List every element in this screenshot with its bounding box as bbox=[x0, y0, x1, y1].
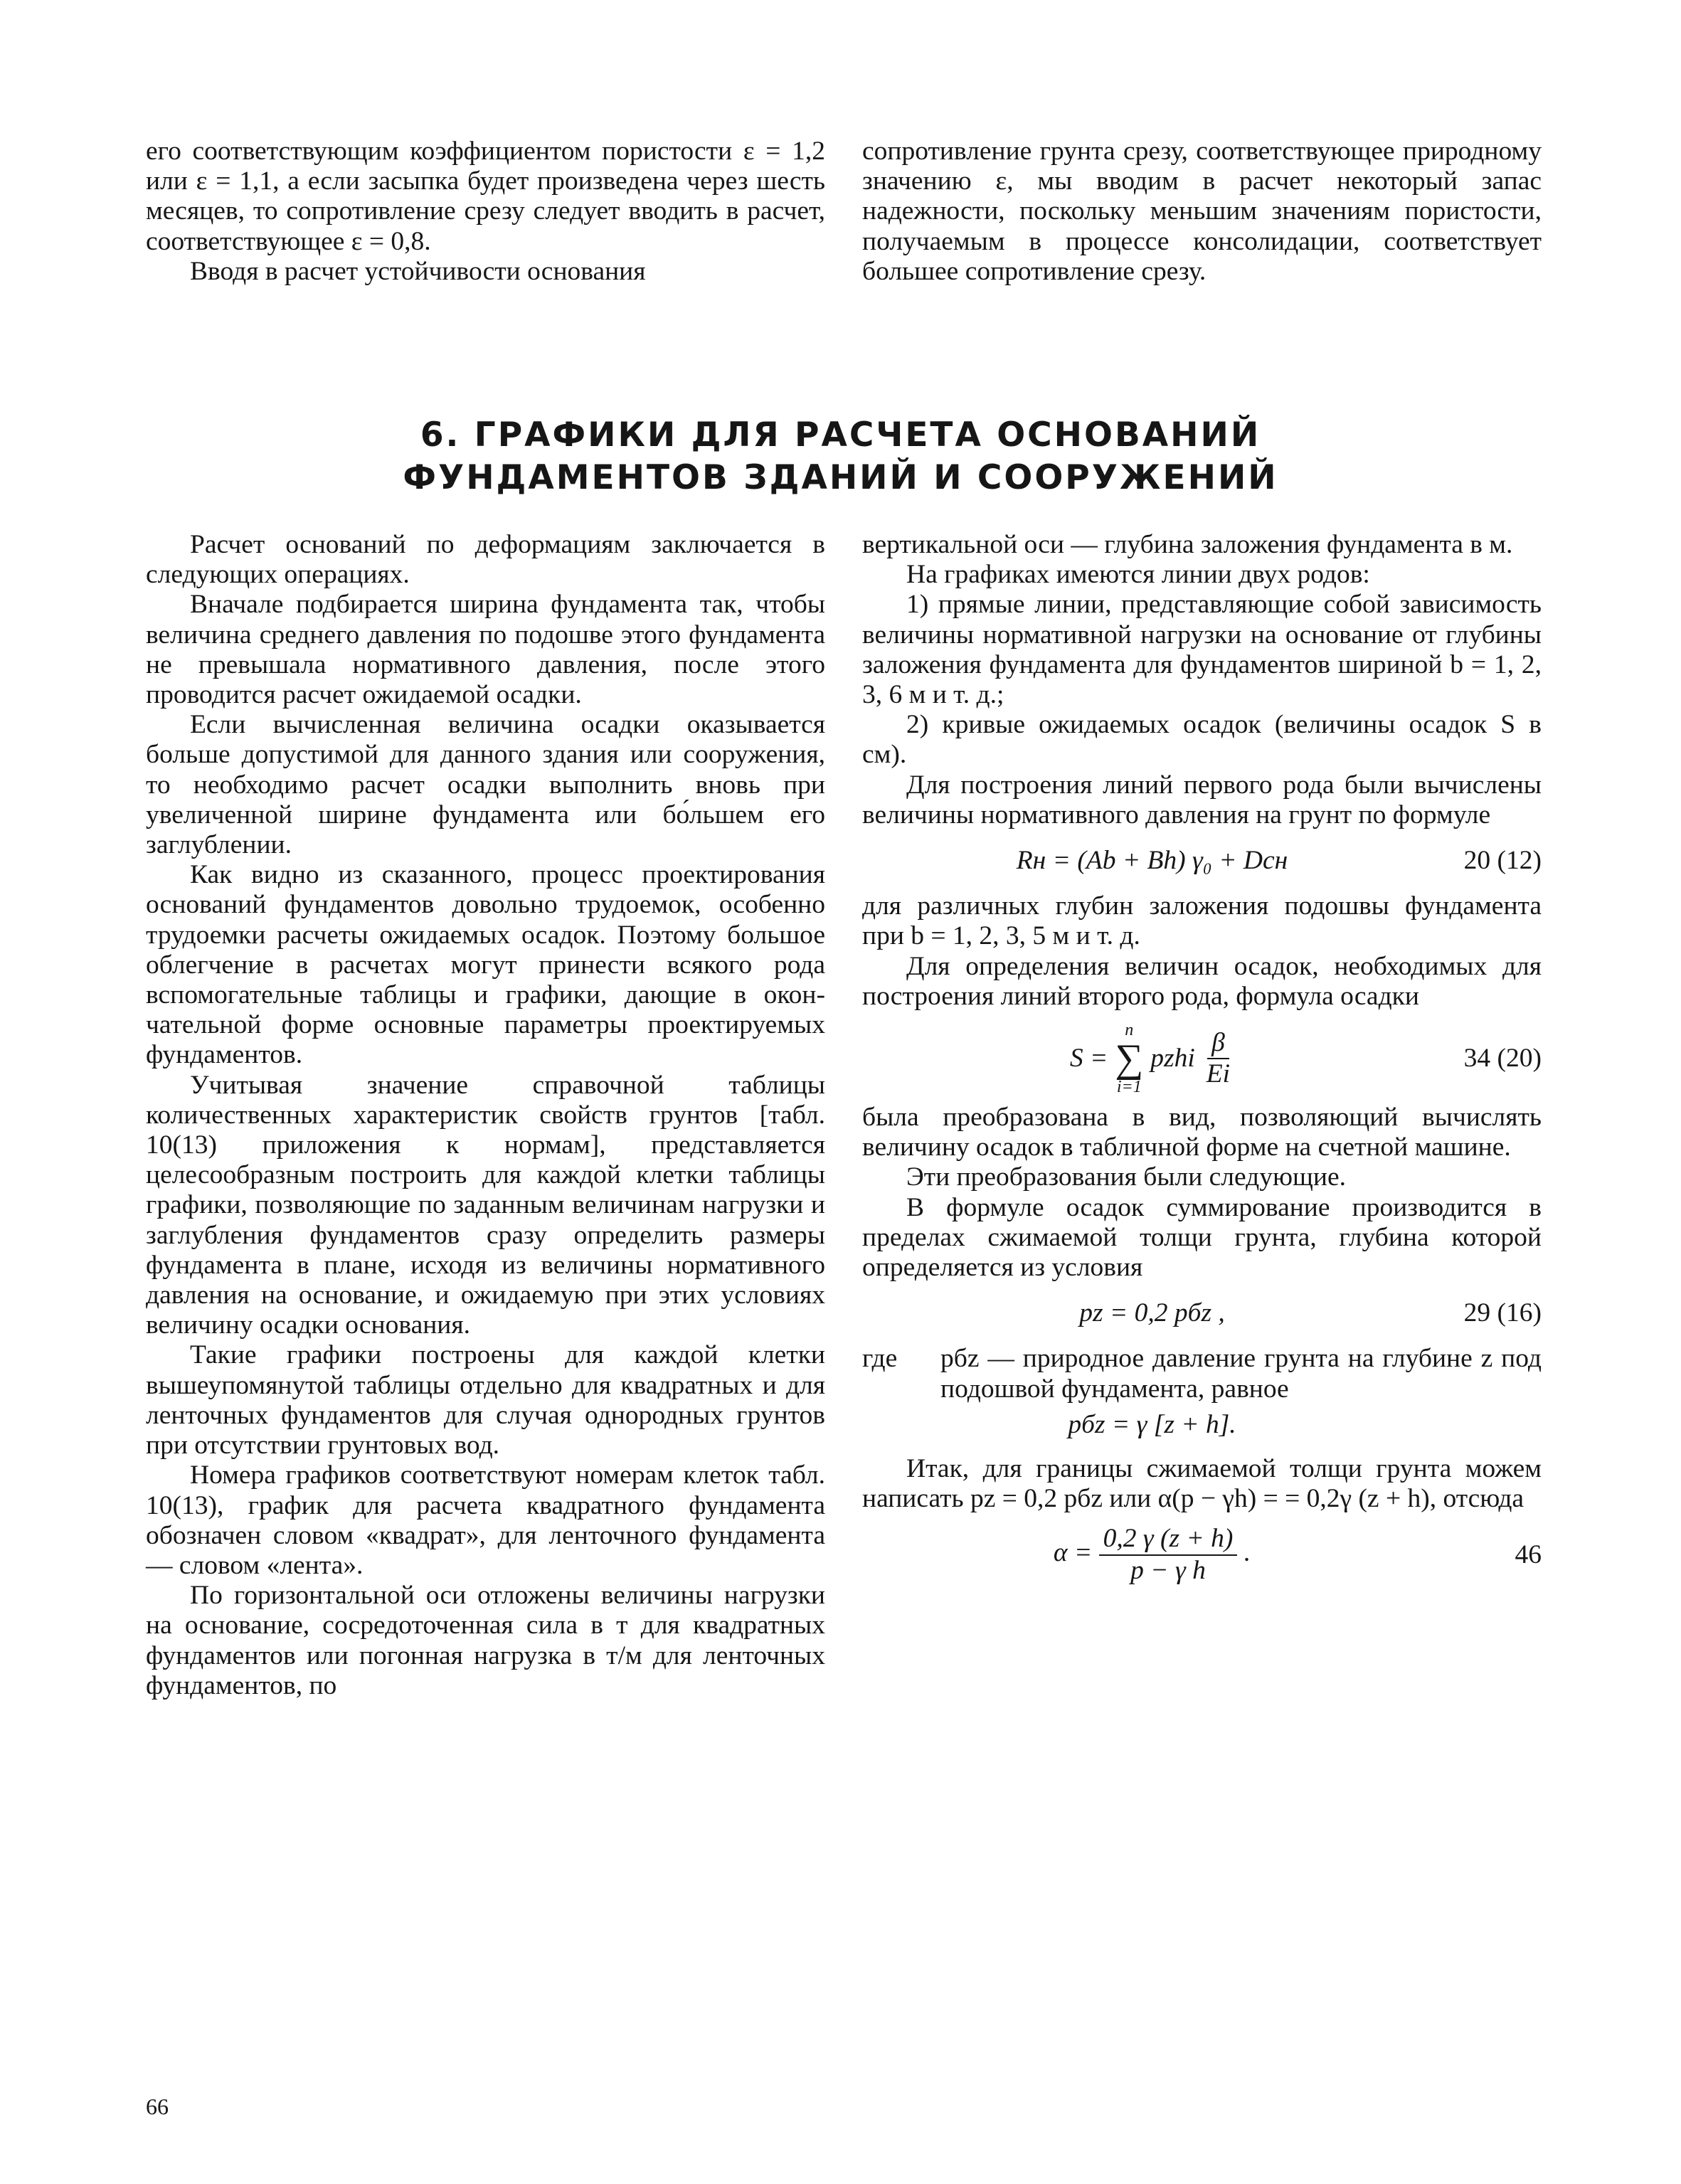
where-description: pбz — природное давление грунта на глубине z под подошвой фундамента, равное bbox=[940, 1344, 1542, 1404]
sigma-upper-limit: n bbox=[1125, 1021, 1134, 1040]
paragraph: Если вычисленная величина осадки оказывается больше допустимой для данного здания или сооружения, то необходимо расчет осадки выполнить вновь при увеличенной ширине фундамента или бо́льшем его заглублении. bbox=[146, 710, 825, 860]
paragraph: вертикальной оси — глубина заложения фундамента в м. bbox=[862, 530, 1513, 559]
paragraph: На графиках имеются линии двух родов: bbox=[906, 560, 1370, 590]
sigma-symbol bbox=[1115, 1022, 1143, 1096]
paragraph: Для определения величин осадок, необходимых для построения линий второго рода, формула осадки bbox=[862, 951, 1542, 1011]
formula-natural-pressure bbox=[862, 1410, 1542, 1440]
where-clause bbox=[862, 1344, 1542, 1404]
formula-expression bbox=[862, 1022, 1442, 1096]
page-number: 66 bbox=[146, 2094, 169, 2119]
paragraph: сопротивление грунта срезу, соответствующее природному значению ε, мы вводим в расчет некоторый запас надежности, поскольку меньшим значениям пористости, получаемым в процессе консолидации, соответствует большее сопротивление срезу. bbox=[862, 137, 1542, 286]
right-column bbox=[862, 530, 1542, 1586]
paragraph: В формуле осадок суммирование производится в пределах сжимаемой толщи грунта, глубина которой определяется из условия bbox=[862, 1192, 1542, 1283]
sum-expression bbox=[1070, 1022, 1234, 1096]
paragraph: для различных глубин заложения подошвы фундамента при b = 1, 2, 3, 5 м и т. д. bbox=[862, 891, 1542, 951]
paragraph: Номера графиков соответствуют номерам клеток табл. 10(13), график для расчета квадратного фундамента обозначен словом «квадрат», для ленточного фундамента — словом «лента». bbox=[146, 1461, 825, 1580]
fraction-denominator: Ei bbox=[1206, 1059, 1231, 1089]
where-label: где bbox=[862, 1344, 898, 1374]
fraction bbox=[1202, 1028, 1234, 1089]
paragraph: была преобразована в вид, позволяющий вычислять величину осадок в табличной форме на счетной машине. bbox=[862, 1103, 1542, 1162]
paragraph: Учитывая значение справочной таблицы количественных характеристик свойств грунтов [табл. 10(13) приложения к нормам], представляется целесообразным построить для каждой клетки таблицы графики, позволяющие по заданным величинам нагрузки и заглубления фундаментов сразу определить размеры фундамента в плане, исходя из величины нормативного давления на основание, и ожидаемую при этих условиях величину осадки основания. bbox=[146, 1070, 825, 1340]
paragraph: Для построения линий первого рода были вычислены величины нормативного давления на грунт по формуле bbox=[862, 770, 1542, 829]
formula-expression: pz = 0,2 pбz , bbox=[1079, 1298, 1225, 1328]
formula-expression: pбz = γ [z + h]. bbox=[1068, 1409, 1236, 1439]
formula-lhs: α = bbox=[1053, 1538, 1093, 1568]
fraction-numerator: 0,2 γ (z + h) bbox=[1099, 1524, 1238, 1555]
paragraph: 2) кривые ожидаемых осадок (величины осадок S в см). bbox=[862, 710, 1542, 770]
formula-lhs: S = bbox=[1069, 1043, 1108, 1073]
formula-tail: . bbox=[1243, 1538, 1251, 1568]
sigma-lower-limit: i=1 bbox=[1116, 1078, 1142, 1097]
fraction-numerator: β bbox=[1207, 1028, 1229, 1059]
section-title bbox=[0, 414, 1681, 499]
left-column bbox=[146, 530, 825, 1701]
formula-settlement bbox=[862, 1022, 1542, 1096]
paragraph: Эти преобразования были следующие. bbox=[906, 1162, 1346, 1192]
paragraph: Расчет оснований по деформациям заключается в следующих операциях. bbox=[146, 530, 825, 590]
formula-compressible-layer bbox=[862, 1298, 1542, 1328]
top-left-column bbox=[146, 137, 825, 287]
fraction-denominator: p − γ h bbox=[1130, 1555, 1206, 1585]
paragraph: Как видно из сказанного, процесс проектирования оснований фундаментов довольно трудоемок, особенно трудоемки расчеты ожидаемых осадок. Поэтому большое облегчение в расчетах могут принести всякого рода вспомогательные таблицы и графики, дающие в окончательной форме основные параметры проектируемых фундаментов. bbox=[146, 860, 825, 1070]
paragraph: Вначале подбирается ширина фундамента так, чтобы величина среднего давления по подошве этого фундамента не превышала нормативного давления, после этого проводится расчет ожидаемой осадки. bbox=[146, 590, 825, 710]
paragraph: По горизонтальной оси отложены величины нагрузки на основание, сосредоточенная сила в т для квадратных фундаментов или погонная нагрузка в т/м для ленточных фундаментов, по bbox=[146, 1581, 825, 1700]
formula-number: 46 bbox=[1515, 1539, 1542, 1569]
paragraph: Такие графики построены для каждой клетки вышеупомянутой таблицы отдельно для квадратных и для ленточных фундаментов для случая однородных грунтов при отсутствии грунтовых вод. bbox=[146, 1340, 825, 1461]
formula-number: 20 (12) bbox=[1463, 846, 1542, 876]
formula-number: 34 (20) bbox=[1463, 1043, 1542, 1073]
section-title-line-1: 6. ГРАФИКИ ДЛЯ РАСЧЕТА ОСНОВАНИЙ bbox=[420, 415, 1261, 455]
formula-expression: Rн = (Ab + Bh) γ₀ + Dcн bbox=[1016, 846, 1288, 876]
sigma-sign: ∑ bbox=[1115, 1037, 1144, 1081]
paragraph: 1) прямые линии, представляющие собой зависимость величины нормативной нагрузки на основание от глубины заложения фундамента для фундаментов шириной b = 1, 2, 3, 6 м и т. д.; bbox=[862, 590, 1542, 710]
formula-alpha bbox=[862, 1524, 1542, 1585]
paragraph: Итак, для границы сжимаемой толщи грунта можем написать pz = 0,2 pбz или α(p − γh) = = 0,2γ (z + h), отсюда bbox=[862, 1454, 1542, 1514]
formula-expression bbox=[862, 1524, 1442, 1585]
formula-number: 29 (16) bbox=[1463, 1298, 1542, 1328]
paragraph: его соответствующим коэффициентом пористости ε = 1,2 или ε = 1,1, а если засыпка будет произведена через шесть месяцев, то сопротивление срезу следует вводить в расчет, соответствующее ε = 0,8. bbox=[146, 137, 825, 256]
top-right-column bbox=[862, 137, 1542, 287]
sum-body: pzhi bbox=[1150, 1043, 1195, 1073]
fraction bbox=[1099, 1524, 1238, 1585]
paragraph: Вводя в расчет устойчивости основания bbox=[190, 256, 646, 286]
formula-normative-pressure bbox=[862, 846, 1542, 876]
section-title-line-2: ФУНДАМЕНТОВ ЗДАНИЙ И СООРУЖЕНИЙ bbox=[403, 458, 1278, 497]
